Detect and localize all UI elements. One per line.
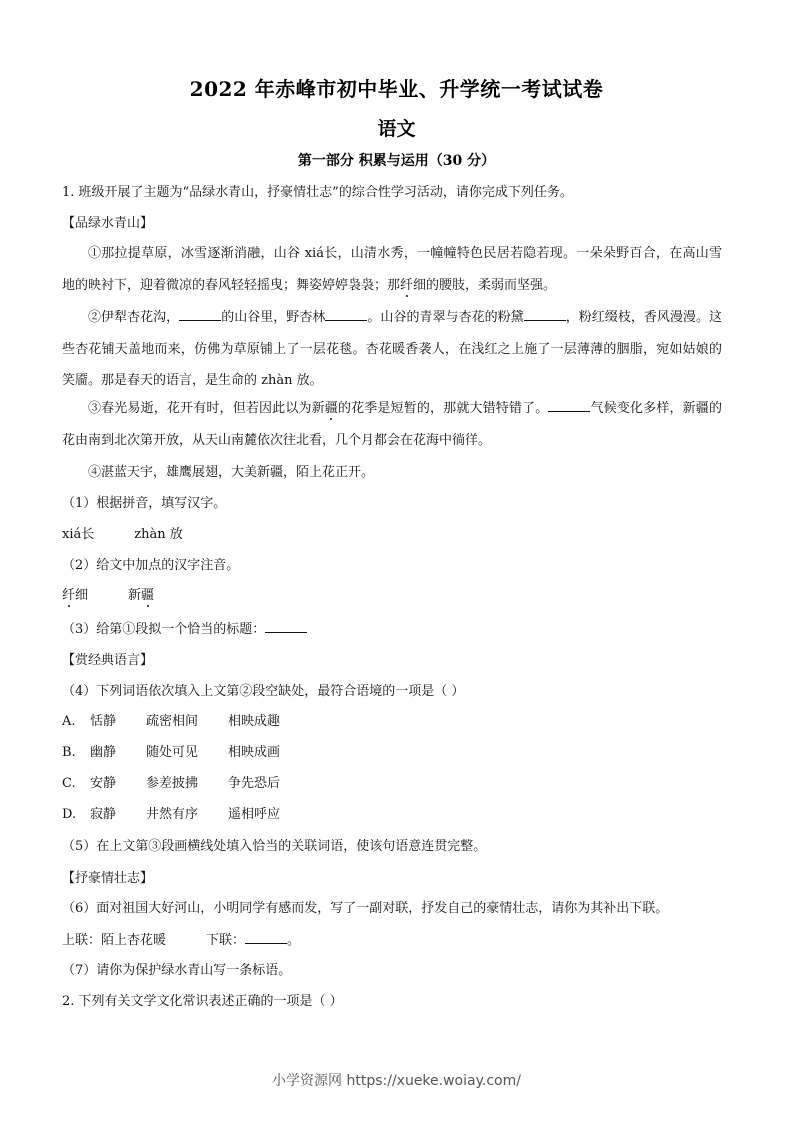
subject-title: 语文 [377,118,416,140]
part-heading: 第一部分 积累与运用（30 分） [297,153,496,169]
sub-question-2: （2）给文中加点的汉字注音。 [62,558,240,573]
answer-blank[interactable] [265,620,307,633]
section-heading-3: 【抒豪情壮志】 [62,871,154,886]
option-a[interactable]: A. 恬静 疏密相间 相映成趣 [62,714,281,729]
section-heading-1: 【品绿水青山】 [62,216,154,231]
watermark: 小学资源网 https://xueke.woiay.com/ [272,1073,521,1089]
couplet: 上联：陌上杏花暖 下联： 。 [62,933,301,948]
fill-blank [524,308,566,321]
sub-question-3: （3）给第①段拟一个恰当的标题： [62,620,307,639]
sub-question-1: （1）根据拼音，填写汉字。 [62,496,227,511]
section-heading-2: 【赏经典语言】 [62,653,154,668]
sub-question-4: （4）下列词语依次填入上文第②段空缺处，最符合语境的一项是（ ） [62,684,465,699]
pinyin-items: xiá长 zhàn 放 [62,527,183,542]
question-1-stem: 1. 班级开展了主题为“品绿水青山，抒豪情壮志”的综合性学习活动，请你完成下列任务。 [62,185,573,200]
fill-blank [325,308,367,321]
sub-question-7: （7）请你为保护绿水青山写一条标语。 [62,963,292,978]
fill-blank [179,308,221,321]
dotted-char: 疆 [324,401,338,416]
fill-blank [548,399,590,412]
exam-title: 2022 年赤峰市初中毕业、升学统一考试试卷 [189,77,604,101]
option-c[interactable]: C. 安静 参差披拂 争先恐后 [62,776,281,791]
passage-paragraph-3: ③春光易逝，花开有时，但若因此以为新疆的花季是短暂的，那就大错特错了。 气候变化多样，新疆的花由南到北次第开放，从天山南麓依次往北看，几个月都会在花海中徜徉。 [62,401,722,448]
sub-question-5: （5）在上文第③段画横线处填入恰当的关联词语，使该句语意连贯完整。 [62,839,487,854]
passage-paragraph-2: ②伊犁杏花沟， 的山谷里，野杏林 。山谷的青翠与杏花的粉黛 ，粉红缀枝，香风漫漫。这些杏花铺天盖地而来，仿佛为草原铺上了一层花毯。杏花暖香袭人，在浅红之上施了一层薄薄的胭脂，宛如姑娘的笑靥。那是春天的语言，是生命的 zhàn 放。 [62,310,722,388]
annotation-items: 纤细 新疆 [62,588,155,603]
passage-paragraph-4: ④湛蓝天宇，雄鹰展翅，大美新疆，陌上花正开。 [88,465,375,480]
passage-paragraph-1: ①那拉提草原，冰雪逐渐消融，山谷 xiá长，山清水秀，一幢幢特色民居若隐若现。一朵朵野百合，在高山雪地的映衬下，迎着微凉的春风轻轻摇曳；舞姿婷婷袅袅；那纤细的腰肢，柔弱而坚强。 [62,246,722,293]
option-d[interactable]: D. 寂静 井然有序 遥相呼应 [62,807,281,822]
sub-question-6: （6）面对祖国大好河山，小明同学有感而发，写了一副对联，抒发自己的豪情壮志，请你为其补出下联。 [62,901,669,916]
dotted-char: 纤 [400,277,414,293]
answer-blank[interactable] [245,931,287,944]
option-b[interactable]: B. 幽静 随处可见 相映成画 [62,745,281,760]
question-2-stem: 2. 下列有关文学文化常识表述正确的一项是（ ） [62,994,343,1009]
